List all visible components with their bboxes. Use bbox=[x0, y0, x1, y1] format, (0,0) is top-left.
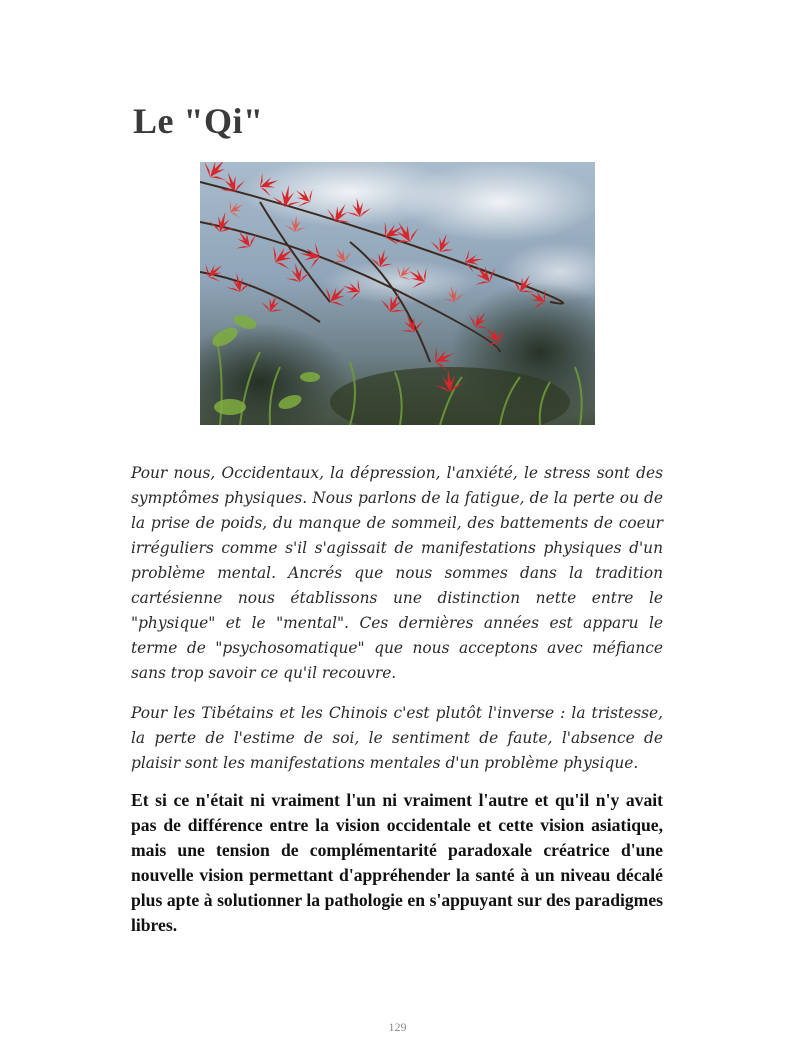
paragraph-occidentaux: Pour nous, Occidentaux, la dépression, l'anxiété, le stress sont des symptômes physiques. Nous parlons de la fatigue, de la perte ou de la prise de poids, du manque de sommeil, des battements de coeur irréguliers comme s'il s'agissait de manifestations physiques d'un problème mental. Ancrés que nous sommes dans la tradition cartésienne nous établissons une distinction nette entre le "physique" et le "mental". Ces dernières années est apparu le terme de "psychosomatique" que nous acceptons avec méfiance sans trop savoir ce qu'il recouvre. bbox=[131, 464, 663, 682]
paragraph-conclusion: Et si ce n'était ni vraiment l'un ni vraiment l'autre et qu'il n'y avait pas de différence entre la vision occidentale et cette vision asiatique, mais une tension de complémentarité paradoxale créatrice d'une nouvelle vision permettant d'appréhender la santé à un niveau décalé plus apte à solutionner la pathologie en s'appuyant sur des paradigmes libres. bbox=[131, 790, 663, 935]
paragraph-tibetains: Pour les Tibétains et les Chinois c'est plutôt l'inverse : la tristesse, la perte de l'estime de soi, le sentiment de faute, l'absence de plaisir sont les manifestations mentales d'un problème physique. bbox=[131, 704, 663, 772]
page-title: Le "Qi" bbox=[133, 101, 264, 141]
maple-leaves-photo bbox=[200, 162, 595, 425]
page-number: 129 bbox=[388, 1020, 407, 1034]
